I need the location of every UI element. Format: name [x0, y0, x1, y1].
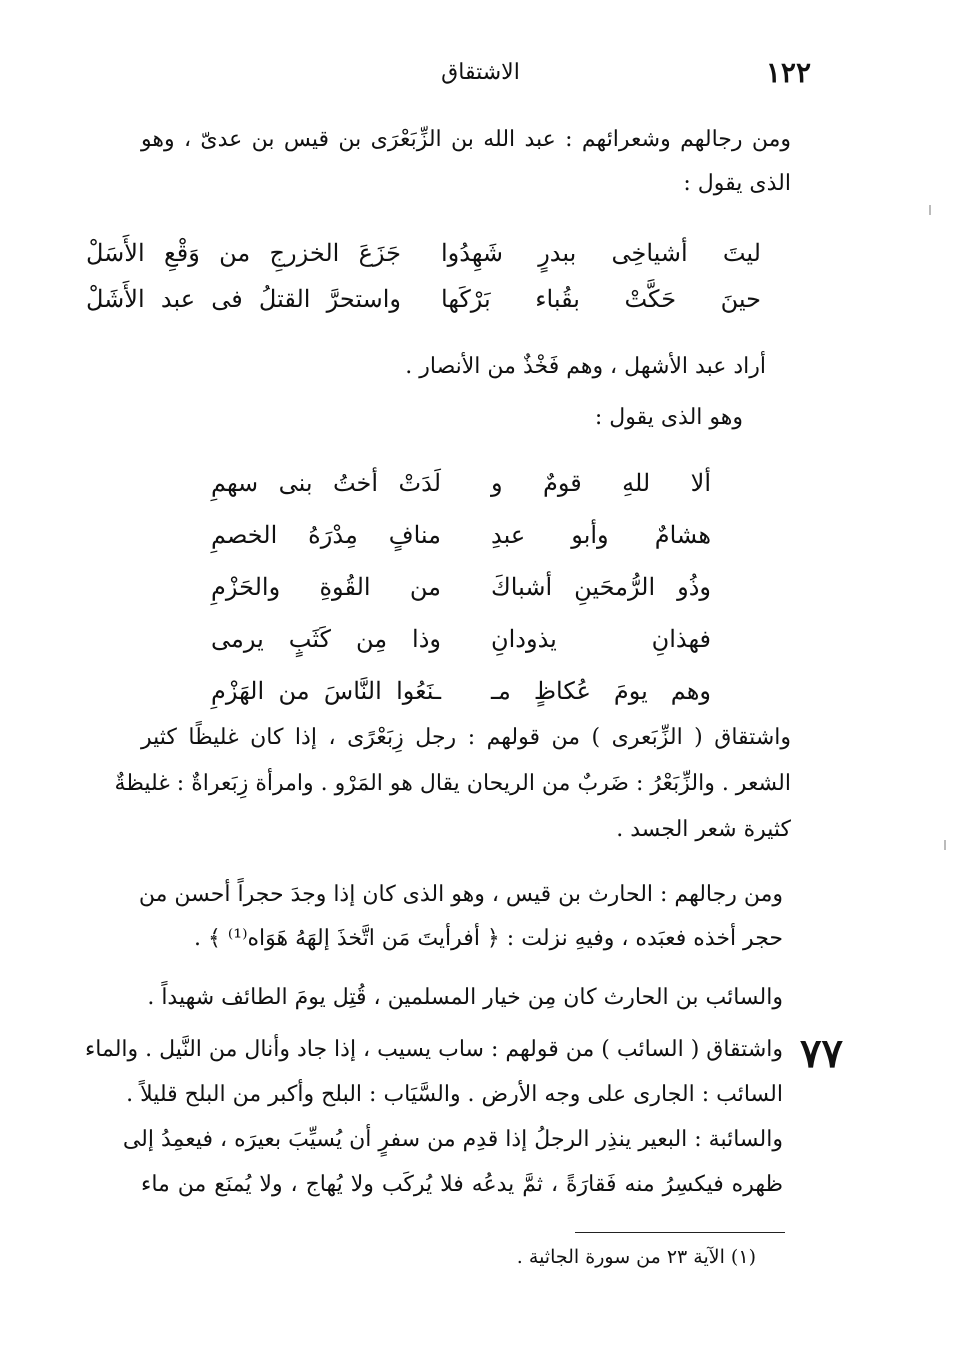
hemistich-second: جَزَعَ الخزرجِ من وَقْعِ الأَسَلْ [86, 239, 401, 267]
running-title: الاشتقاق [441, 60, 520, 85]
paragraph-line: كثيرة شعر الجسد . [616, 817, 791, 842]
page-number: ١٢٢ [765, 56, 811, 89]
paragraph-line: ومن رجالهم وشعرائهم : عبد الله بن الزِّبَعْرَى بن قيس بن عدىّ ، وهو [141, 127, 791, 152]
paragraph-line: السائب : الجارى على وجه الأرض . والسَّيَاب : البلح وأكبر من البلح قليلاً . [126, 1082, 783, 1107]
hemistich-second: منافٍ مِدْرَهُ الخصمِ [211, 521, 441, 549]
hemistich-first: حينَ حَكَّتْ بقُباء بَرْكَها [441, 285, 761, 313]
paragraph-line: واشتقاق ( الزِّبَعرى ) من قولهم : رجل زِبَعْرًى ، إذا كان غليظًا كثير [141, 725, 791, 750]
paragraph-line: ظهره فيكسِرُ منه فَقارَةً ، ثمَّ يدعُه فلا يُركَب ولا يُهاج ، ولا يُمنَع من ماء [141, 1172, 783, 1197]
paragraph-line: واشتقاق ( السائب ) من قولهم : ساب يسيب ، إذا جاد وأنال من النَّيل . والماء [84, 1037, 783, 1062]
footnote: (١) الآية ٢٣ من سورة الجاثية . [516, 1246, 756, 1268]
paragraph-line: الشعر . والزِّبَعْرُ : ضَربٌ من الريحان يقال هو المَرْو . وامرأة زِبَعراةٌ : غليظةٌ [114, 771, 791, 796]
hemistich-first: ليتَ أشياخِى ببدرٍ شَهِدُوا [441, 239, 761, 267]
paragraph-line: ومن رجالهم : الحارث بن قيس ، وهو الذى كان إذا وجدَ حجراً أحسن من [138, 882, 783, 907]
margin-number: ٧٧ [800, 1030, 843, 1077]
paragraph-line: الذى يقول : [683, 171, 791, 196]
hemistich-second: وذا مِن كَثَبٍ يرمى [211, 625, 441, 653]
hemistich-second: واستحرَّ القتلُ فى عبد الأَشَلْ [86, 285, 401, 313]
hemistich-first: ألا للهِ قومٌ و [491, 469, 711, 497]
intro-line: وهو الذى يقول : [594, 405, 743, 430]
explanation-line: أراد عبد الأشهل ، وهم فَخْذٌ من الأنصار . [405, 354, 766, 379]
hemistich-first: وهم يومَ عُكاظٍ مـ [491, 677, 711, 705]
paragraph-line: والسائبة : البعير ينذِر الرجلُ إذا قدِم من سفرٍ أن يُسيِّبَ بعيرَه ، فيعمِدُ إلى [122, 1127, 783, 1152]
hemistich-second: من القُوةِ والحَزْمِ [211, 573, 441, 601]
paragraph-line: حجر أخذه فعبَده ، وفيهِ نزلت : ﴿ أفرأيتَ مَن اتَّخذَ إلهَهُ هَوَاه⁽¹⁾ ﴾ . [193, 926, 783, 951]
hemistich-second: لَدَتْ أختُ بنى سهمِ [211, 469, 441, 497]
hemistich-first: فهذانِ يذودانِ [491, 625, 711, 653]
hemistich-second: ـنَعُوا النَّاسَ من الهَزْمِ [211, 677, 441, 705]
hemistich-first: وذُو الرُّمحَينِ أشباكَ [491, 573, 711, 601]
hemistich-first: هشامٌ وأبو عبدِ [491, 521, 711, 549]
paragraph-line: والسائب بن الحارث كان مِن خيار المسلمين ، قُتِل يومَ الطائف شهيداً . [147, 985, 783, 1010]
